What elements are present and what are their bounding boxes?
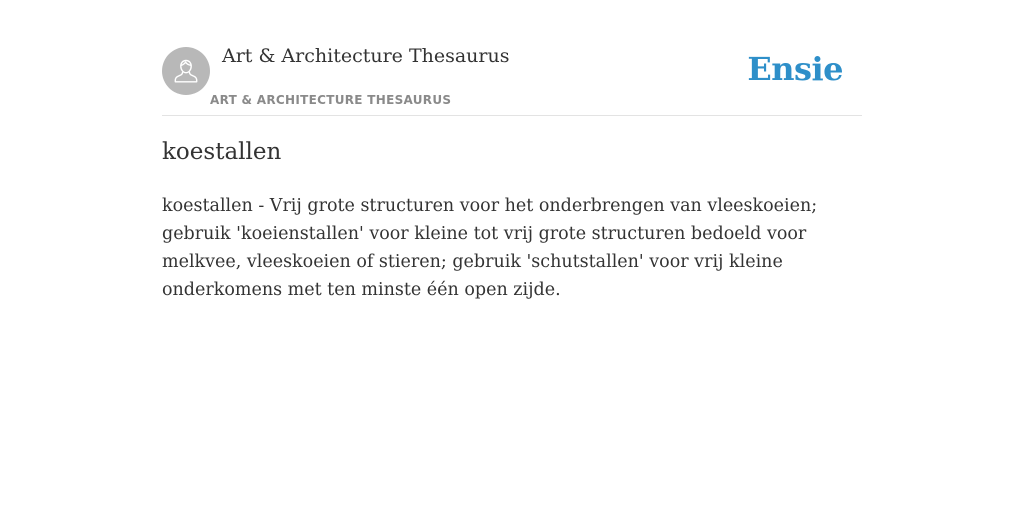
avatar[interactable] bbox=[162, 47, 210, 95]
entry-term: koestallen bbox=[162, 139, 282, 165]
site-title[interactable]: Art & Architecture Thesaurus bbox=[222, 45, 510, 67]
site-subtitle[interactable]: ART & ARCHITECTURE THESAURUS bbox=[210, 93, 452, 107]
brand-logo-link[interactable]: Ensie bbox=[747, 50, 843, 88]
header bbox=[162, 0, 862, 116]
user-avatar-icon bbox=[171, 56, 201, 86]
entry-definition: koestallen - Vrij grote structuren voor het onderbrengen van vleeskoeien; gebruik 'koeienstallen' voor kleine tot vrij grote structuren bedoeld voor melkvee, vleeskoeien of stieren; gebruik 'schutstallen' voor vrij kleine onderkomens met ten minste één open zijde. bbox=[162, 196, 818, 300]
